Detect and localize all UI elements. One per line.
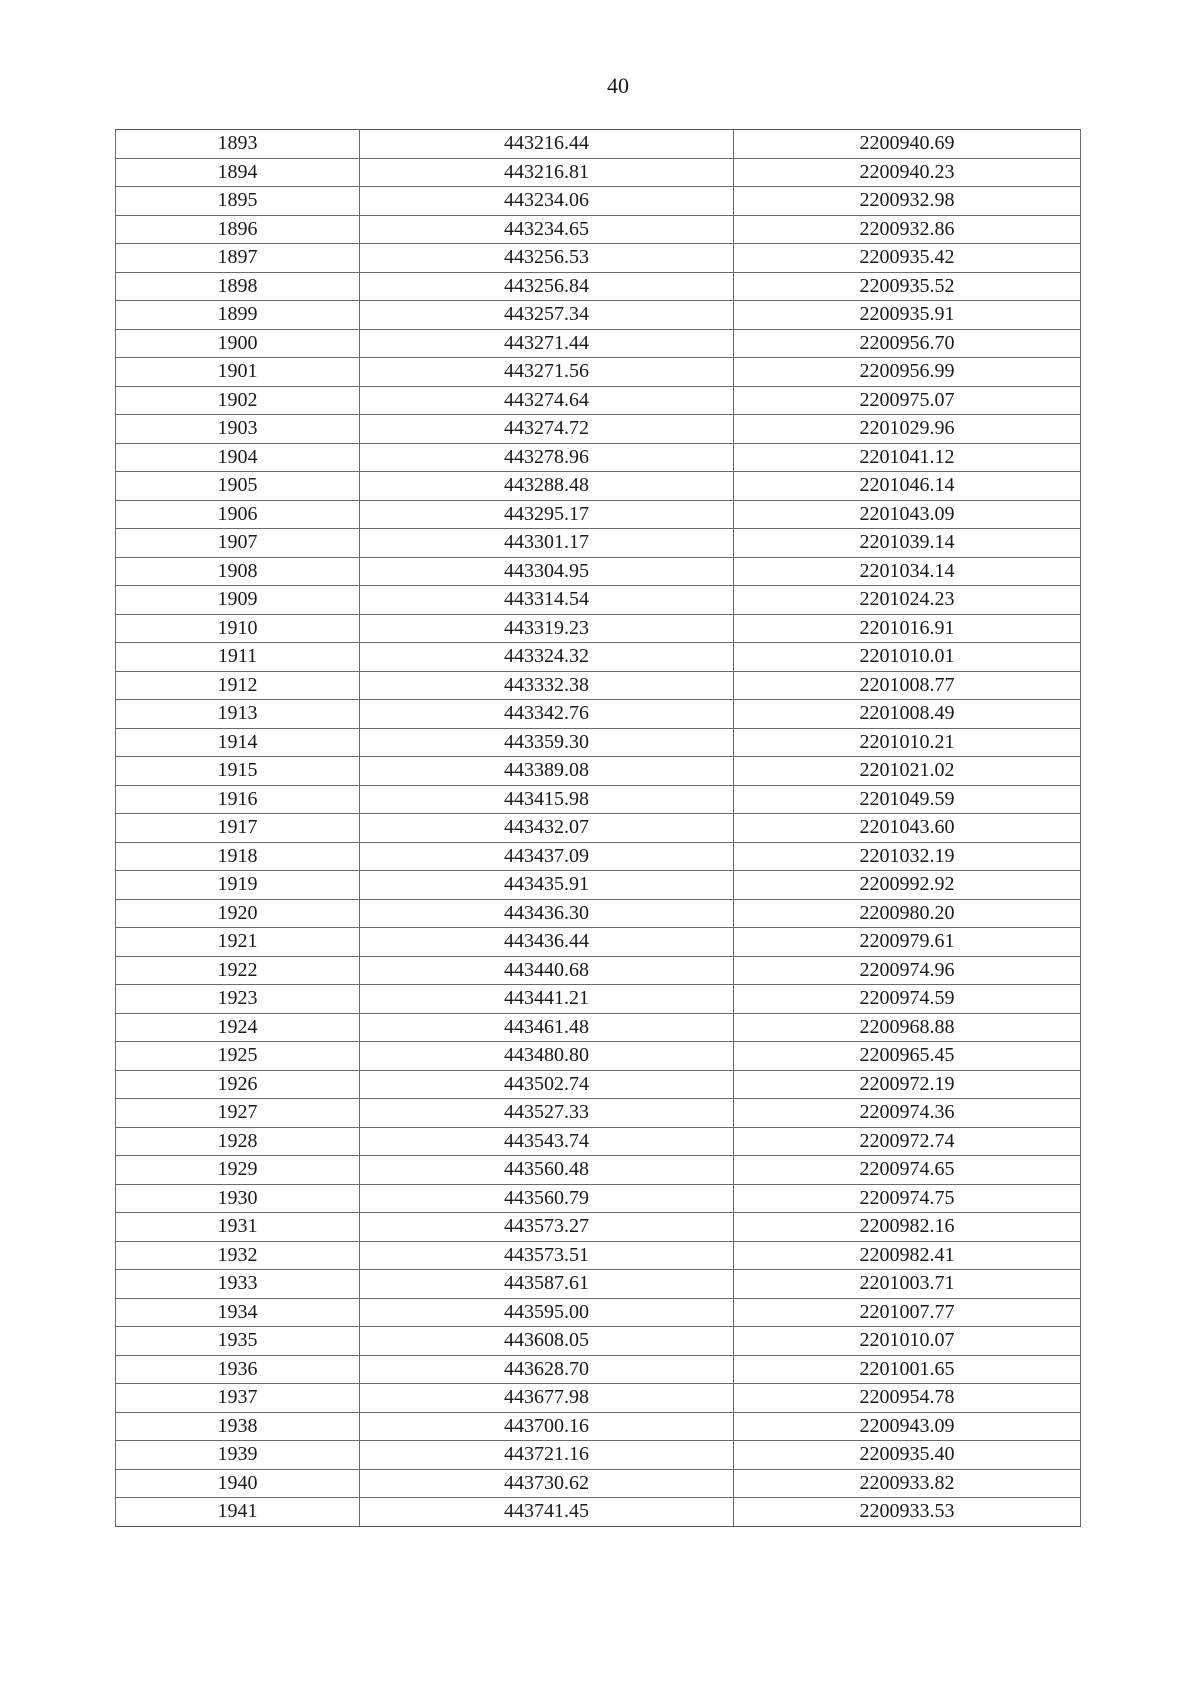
x-coordinate-cell: 443461.48 [360,1013,734,1042]
table-row [116,871,1081,900]
point-number-cell: 1924 [116,1013,360,1042]
point-number-cell: 1937 [116,1384,360,1413]
y-coordinate-cell: 2200972.74 [734,1127,1081,1156]
x-coordinate-cell: 443324.32 [360,643,734,672]
table-row [116,586,1081,615]
point-number-cell: 1896 [116,215,360,244]
y-coordinate-cell: 2200956.99 [734,358,1081,387]
table-row [116,728,1081,757]
table-row [116,1412,1081,1441]
point-number-cell: 1925 [116,1042,360,1071]
y-coordinate-cell: 2200974.59 [734,985,1081,1014]
x-coordinate-cell: 443436.30 [360,899,734,928]
point-number-cell: 1902 [116,386,360,415]
y-coordinate-cell: 2201043.09 [734,500,1081,529]
y-coordinate-cell: 2201010.01 [734,643,1081,672]
y-coordinate-cell: 2201024.23 [734,586,1081,615]
x-coordinate-cell: 443271.44 [360,329,734,358]
y-coordinate-cell: 2200974.65 [734,1156,1081,1185]
table-row [116,1355,1081,1384]
x-coordinate-cell: 443730.62 [360,1469,734,1498]
point-number-cell: 1938 [116,1412,360,1441]
point-number-cell: 1928 [116,1127,360,1156]
point-number-cell: 1935 [116,1327,360,1356]
y-coordinate-cell: 2200968.88 [734,1013,1081,1042]
y-coordinate-cell: 2201010.07 [734,1327,1081,1356]
y-coordinate-cell: 2200965.45 [734,1042,1081,1071]
page-number: 40 [607,73,629,98]
point-number-cell: 1900 [116,329,360,358]
x-coordinate-cell: 443502.74 [360,1070,734,1099]
coordinates-table-body [116,130,1081,1527]
table-row [116,301,1081,330]
table-row [116,215,1081,244]
x-coordinate-cell: 443436.44 [360,928,734,957]
x-coordinate-cell: 443256.53 [360,244,734,273]
point-number-cell: 1917 [116,814,360,843]
table-row [116,985,1081,1014]
x-coordinate-cell: 443234.06 [360,187,734,216]
y-coordinate-cell: 2200974.96 [734,956,1081,985]
point-number-cell: 1912 [116,671,360,700]
table-row [116,1156,1081,1185]
x-coordinate-cell: 443342.76 [360,700,734,729]
point-number-cell: 1931 [116,1213,360,1242]
point-number-cell: 1908 [116,557,360,586]
table-row [116,785,1081,814]
point-number-cell: 1916 [116,785,360,814]
table-row [116,1013,1081,1042]
y-coordinate-cell: 2200935.52 [734,272,1081,301]
point-number-cell: 1909 [116,586,360,615]
point-number-cell: 1918 [116,842,360,871]
y-coordinate-cell: 2200935.91 [734,301,1081,330]
y-coordinate-cell: 2200933.82 [734,1469,1081,1498]
y-coordinate-cell: 2201010.21 [734,728,1081,757]
table-row [116,1042,1081,1071]
x-coordinate-cell: 443216.81 [360,158,734,187]
x-coordinate-cell: 443437.09 [360,842,734,871]
x-coordinate-cell: 443304.95 [360,557,734,586]
x-coordinate-cell: 443543.74 [360,1127,734,1156]
x-coordinate-cell: 443301.17 [360,529,734,558]
point-number-cell: 1933 [116,1270,360,1299]
point-number-cell: 1899 [116,301,360,330]
table-row [116,1469,1081,1498]
x-coordinate-cell: 443389.08 [360,757,734,786]
x-coordinate-cell: 443435.91 [360,871,734,900]
point-number-cell: 1940 [116,1469,360,1498]
table-row [116,529,1081,558]
x-coordinate-cell: 443319.23 [360,614,734,643]
x-coordinate-cell: 443440.68 [360,956,734,985]
y-coordinate-cell: 2201029.96 [734,415,1081,444]
table-row [116,1213,1081,1242]
table-row [116,386,1081,415]
x-coordinate-cell: 443441.21 [360,985,734,1014]
y-coordinate-cell: 2200932.98 [734,187,1081,216]
y-coordinate-cell: 2201032.19 [734,842,1081,871]
table-row [116,557,1081,586]
y-coordinate-cell: 2200992.92 [734,871,1081,900]
table-row [116,415,1081,444]
x-coordinate-cell: 443595.00 [360,1298,734,1327]
table-row [116,187,1081,216]
x-coordinate-cell: 443415.98 [360,785,734,814]
point-number-cell: 1901 [116,358,360,387]
point-number-cell: 1893 [116,130,360,159]
point-number-cell: 1930 [116,1184,360,1213]
table-row [116,956,1081,985]
y-coordinate-cell: 2200935.40 [734,1441,1081,1470]
y-coordinate-cell: 2200943.09 [734,1412,1081,1441]
x-coordinate-cell: 443295.17 [360,500,734,529]
point-number-cell: 1898 [116,272,360,301]
table-row [116,614,1081,643]
point-number-cell: 1913 [116,700,360,729]
point-number-cell: 1932 [116,1241,360,1270]
x-coordinate-cell: 443274.72 [360,415,734,444]
point-number-cell: 1910 [116,614,360,643]
table-row [116,472,1081,501]
x-coordinate-cell: 443560.48 [360,1156,734,1185]
table-row [116,928,1081,957]
x-coordinate-cell: 443432.07 [360,814,734,843]
point-number-cell: 1920 [116,899,360,928]
y-coordinate-cell: 2201046.14 [734,472,1081,501]
y-coordinate-cell: 2200954.78 [734,1384,1081,1413]
y-coordinate-cell: 2200980.20 [734,899,1081,928]
point-number-cell: 1921 [116,928,360,957]
y-coordinate-cell: 2201008.49 [734,700,1081,729]
y-coordinate-cell: 2201041.12 [734,443,1081,472]
x-coordinate-cell: 443677.98 [360,1384,734,1413]
y-coordinate-cell: 2201039.14 [734,529,1081,558]
point-number-cell: 1914 [116,728,360,757]
y-coordinate-cell: 2201001.65 [734,1355,1081,1384]
table-row [116,842,1081,871]
coordinates-table [115,129,1081,1527]
table-row [116,1327,1081,1356]
y-coordinate-cell: 2200974.75 [734,1184,1081,1213]
x-coordinate-cell: 443332.38 [360,671,734,700]
point-number-cell: 1919 [116,871,360,900]
x-coordinate-cell: 443271.56 [360,358,734,387]
point-number-cell: 1936 [116,1355,360,1384]
y-coordinate-cell: 2200974.36 [734,1099,1081,1128]
table-row [116,1099,1081,1128]
y-coordinate-cell: 2200932.86 [734,215,1081,244]
x-coordinate-cell: 443314.54 [360,586,734,615]
table-row [116,757,1081,786]
point-number-cell: 1894 [116,158,360,187]
table-row [116,643,1081,672]
x-coordinate-cell: 443480.80 [360,1042,734,1071]
x-coordinate-cell: 443359.30 [360,728,734,757]
x-coordinate-cell: 443721.16 [360,1441,734,1470]
x-coordinate-cell: 443741.45 [360,1498,734,1527]
table-row [116,158,1081,187]
table-row [116,1270,1081,1299]
x-coordinate-cell: 443700.16 [360,1412,734,1441]
y-coordinate-cell: 2201007.77 [734,1298,1081,1327]
point-number-cell: 1906 [116,500,360,529]
point-number-cell: 1915 [116,757,360,786]
point-number-cell: 1934 [116,1298,360,1327]
x-coordinate-cell: 443257.34 [360,301,734,330]
y-coordinate-cell: 2200982.41 [734,1241,1081,1270]
table-row [116,1441,1081,1470]
y-coordinate-cell: 2200933.53 [734,1498,1081,1527]
table-row [116,700,1081,729]
table-row [116,1070,1081,1099]
x-coordinate-cell: 443234.65 [360,215,734,244]
point-number-cell: 1929 [116,1156,360,1185]
y-coordinate-cell: 2200956.70 [734,329,1081,358]
y-coordinate-cell: 2200979.61 [734,928,1081,957]
y-coordinate-cell: 2201008.77 [734,671,1081,700]
x-coordinate-cell: 443256.84 [360,272,734,301]
x-coordinate-cell: 443216.44 [360,130,734,159]
x-coordinate-cell: 443573.27 [360,1213,734,1242]
x-coordinate-cell: 443608.05 [360,1327,734,1356]
table-row [116,671,1081,700]
point-number-cell: 1939 [116,1441,360,1470]
table-row [116,814,1081,843]
point-number-cell: 1927 [116,1099,360,1128]
point-number-cell: 1922 [116,956,360,985]
point-number-cell: 1895 [116,187,360,216]
table-row [116,443,1081,472]
x-coordinate-cell: 443288.48 [360,472,734,501]
table-row [116,899,1081,928]
table-row [116,1241,1081,1270]
x-coordinate-cell: 443573.51 [360,1241,734,1270]
table-row [116,329,1081,358]
point-number-cell: 1905 [116,472,360,501]
table-row [116,500,1081,529]
point-number-cell: 1923 [116,985,360,1014]
y-coordinate-cell: 2200935.42 [734,244,1081,273]
point-number-cell: 1911 [116,643,360,672]
x-coordinate-cell: 443527.33 [360,1099,734,1128]
y-coordinate-cell: 2200940.69 [734,130,1081,159]
y-coordinate-cell: 2201034.14 [734,557,1081,586]
table-row [116,1498,1081,1527]
point-number-cell: 1904 [116,443,360,472]
point-number-cell: 1926 [116,1070,360,1099]
point-number-cell: 1903 [116,415,360,444]
table-row [116,1298,1081,1327]
table-row [116,244,1081,273]
point-number-cell: 1941 [116,1498,360,1527]
y-coordinate-cell: 2201003.71 [734,1270,1081,1299]
y-coordinate-cell: 2201021.02 [734,757,1081,786]
x-coordinate-cell: 443274.64 [360,386,734,415]
table-row [116,130,1081,159]
point-number-cell: 1897 [116,244,360,273]
y-coordinate-cell: 2201043.60 [734,814,1081,843]
y-coordinate-cell: 2200975.07 [734,386,1081,415]
table-row [116,358,1081,387]
y-coordinate-cell: 2200972.19 [734,1070,1081,1099]
x-coordinate-cell: 443587.61 [360,1270,734,1299]
table-row [116,272,1081,301]
y-coordinate-cell: 2201049.59 [734,785,1081,814]
y-coordinate-cell: 2200940.23 [734,158,1081,187]
x-coordinate-cell: 443560.79 [360,1184,734,1213]
table-row [116,1384,1081,1413]
table-row [116,1184,1081,1213]
x-coordinate-cell: 443628.70 [360,1355,734,1384]
table-row [116,1127,1081,1156]
y-coordinate-cell: 2200982.16 [734,1213,1081,1242]
y-coordinate-cell: 2201016.91 [734,614,1081,643]
x-coordinate-cell: 443278.96 [360,443,734,472]
point-number-cell: 1907 [116,529,360,558]
